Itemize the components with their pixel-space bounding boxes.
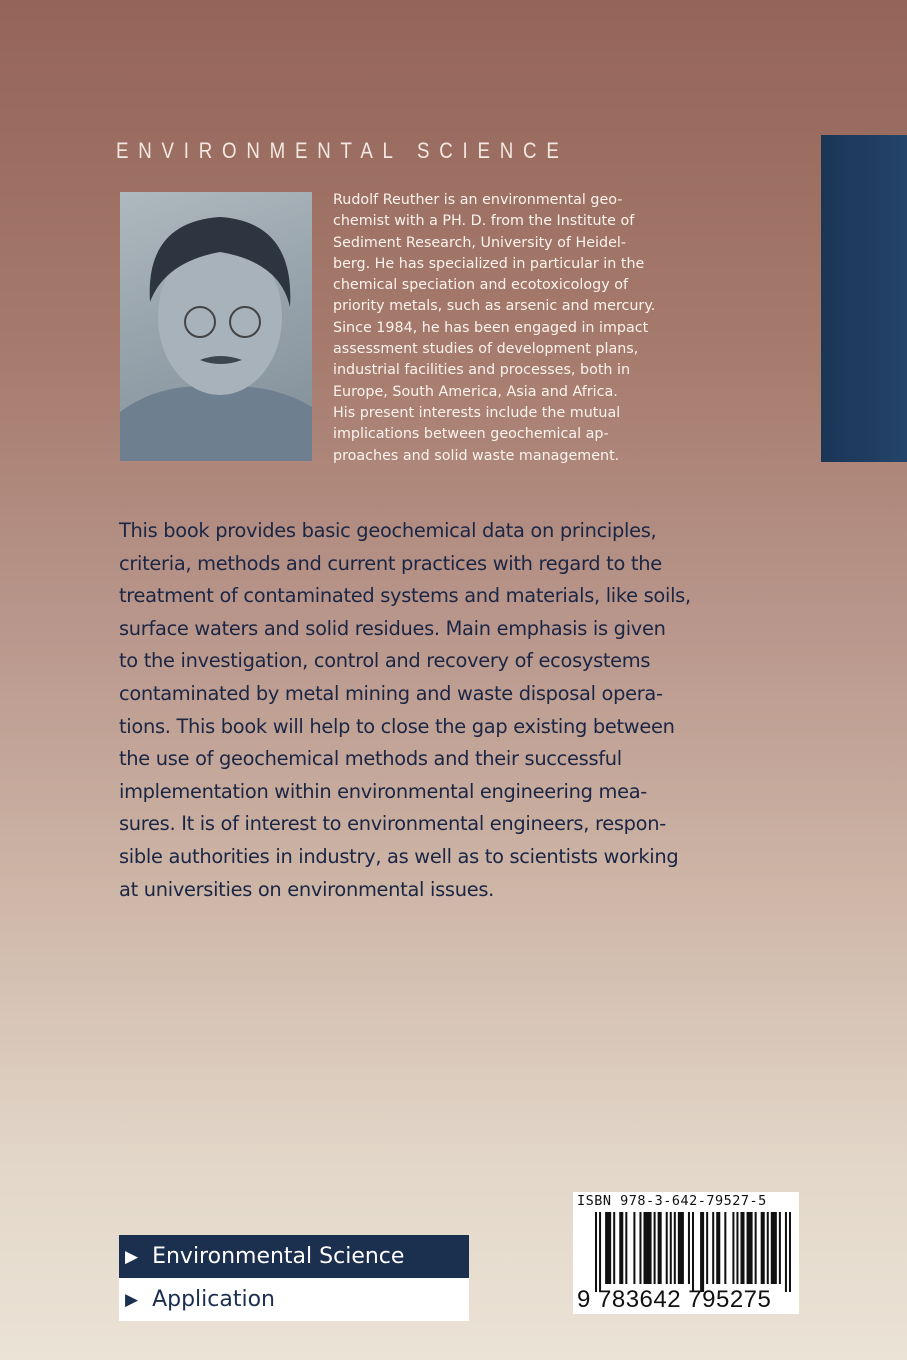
barcode-bar [755, 1212, 757, 1284]
barcode-bars [595, 1212, 791, 1292]
barcode-bar [732, 1212, 734, 1284]
triangle-right-icon: ▶ [125, 1246, 139, 1267]
description-line: tions. This book will help to close the gap existing between [119, 714, 675, 738]
barcode-bar [670, 1212, 672, 1284]
description-line: at universities on environmental issues. [119, 877, 494, 901]
barcode-bar [605, 1212, 611, 1284]
barcode-bar [619, 1212, 623, 1284]
tag-label: Environmental Science [152, 1244, 405, 1269]
tag-environmental-science [119, 1235, 469, 1278]
bio-line: assessment studies of development plans, [333, 341, 639, 358]
barcode-bar [785, 1212, 787, 1292]
description-line: sures. It is of interest to environmental engineers, respon- [119, 812, 666, 836]
tag-application [119, 1278, 469, 1321]
barcode-bar [625, 1212, 627, 1284]
bio-line: priority metals, such as arsenic and mercury. [333, 298, 656, 315]
barcode-bar [779, 1212, 781, 1284]
barcode-bar [706, 1212, 708, 1284]
author-photo [120, 192, 312, 461]
isbn-barcode [573, 1192, 799, 1314]
bio-line: Europe, South America, Asia and Africa. [333, 383, 618, 400]
description-line: contaminated by metal mining and waste disposal opera- [119, 681, 663, 705]
barcode-bar [639, 1212, 641, 1284]
barcode-bar [789, 1212, 791, 1292]
barcode-bar [613, 1212, 615, 1284]
ean-number: 9 783642 795275 [577, 1286, 772, 1313]
bio-line: proaches and solid waste management. [333, 447, 620, 464]
barcode-bar [740, 1212, 744, 1284]
bio-line: Since 1984, he has been engaged in impact [333, 319, 649, 336]
barcode-bar [761, 1212, 765, 1284]
barcode-bar [747, 1212, 753, 1284]
barcode-bar [674, 1212, 676, 1284]
tag-label: Application [152, 1287, 276, 1312]
description-line: sible authorities in industry, as well as to scientists working [119, 844, 679, 868]
barcode-bar [712, 1212, 714, 1284]
bio-line: Sediment Research, University of Heidel- [333, 234, 627, 251]
barcode-bar [767, 1212, 769, 1284]
barcode-bar [595, 1212, 597, 1292]
bio-line: chemical speciation and ecotoxicology of [333, 277, 628, 294]
description-line: surface waters and solid residues. Main emphasis is given [119, 616, 666, 640]
isbn-text: ISBN 978-3-642-79527-5 [577, 1193, 767, 1209]
barcode-bar [678, 1212, 684, 1284]
barcode-bar [658, 1212, 662, 1284]
description-line: the use of geochemical methods and their successful [119, 747, 622, 771]
spine-accent-bar [821, 135, 907, 462]
bio-line: implications between geochemical ap- [333, 426, 609, 443]
bio-line: Rudolf Reuther is an environmental geo- [333, 192, 623, 208]
barcode-bar [666, 1212, 668, 1284]
barcode-bar [692, 1212, 694, 1292]
bio-line: chemist with a PH. D. from the Institute of [333, 213, 635, 230]
barcode-bar [771, 1212, 777, 1284]
bio-line: berg. He has specialized in particular in the [333, 255, 645, 272]
barcode-bar [688, 1212, 690, 1284]
subject-tags [119, 1235, 469, 1321]
barcode-bar [700, 1212, 704, 1292]
description-line: implementation within environmental engineering mea- [119, 779, 647, 803]
bio-line: industrial facilities and processes, both in [333, 362, 631, 379]
barcode-bar [654, 1212, 656, 1284]
description-line: This book provides basic geochemical data on principles, [119, 519, 657, 542]
description-line: treatment of contaminated systems and materials, like soils, [119, 584, 691, 608]
author-bio [333, 190, 655, 467]
triangle-right-icon: ▶ [125, 1289, 139, 1310]
barcode-bar [716, 1212, 720, 1284]
description-line: to the investigation, control and recovery of ecosystems [119, 649, 651, 673]
book-description [119, 515, 691, 906]
description-line: criteria, methods and current practices with regard to the [119, 551, 662, 575]
bio-line: His present interests include the mutual [333, 404, 621, 421]
barcode-bar [599, 1212, 601, 1292]
series-title: ENVIRONMENTAL SCIENCE [116, 138, 569, 163]
barcode-bar [736, 1212, 738, 1284]
barcode-bar [643, 1212, 651, 1284]
barcode-bar [724, 1212, 726, 1284]
barcode-bar [633, 1212, 635, 1284]
